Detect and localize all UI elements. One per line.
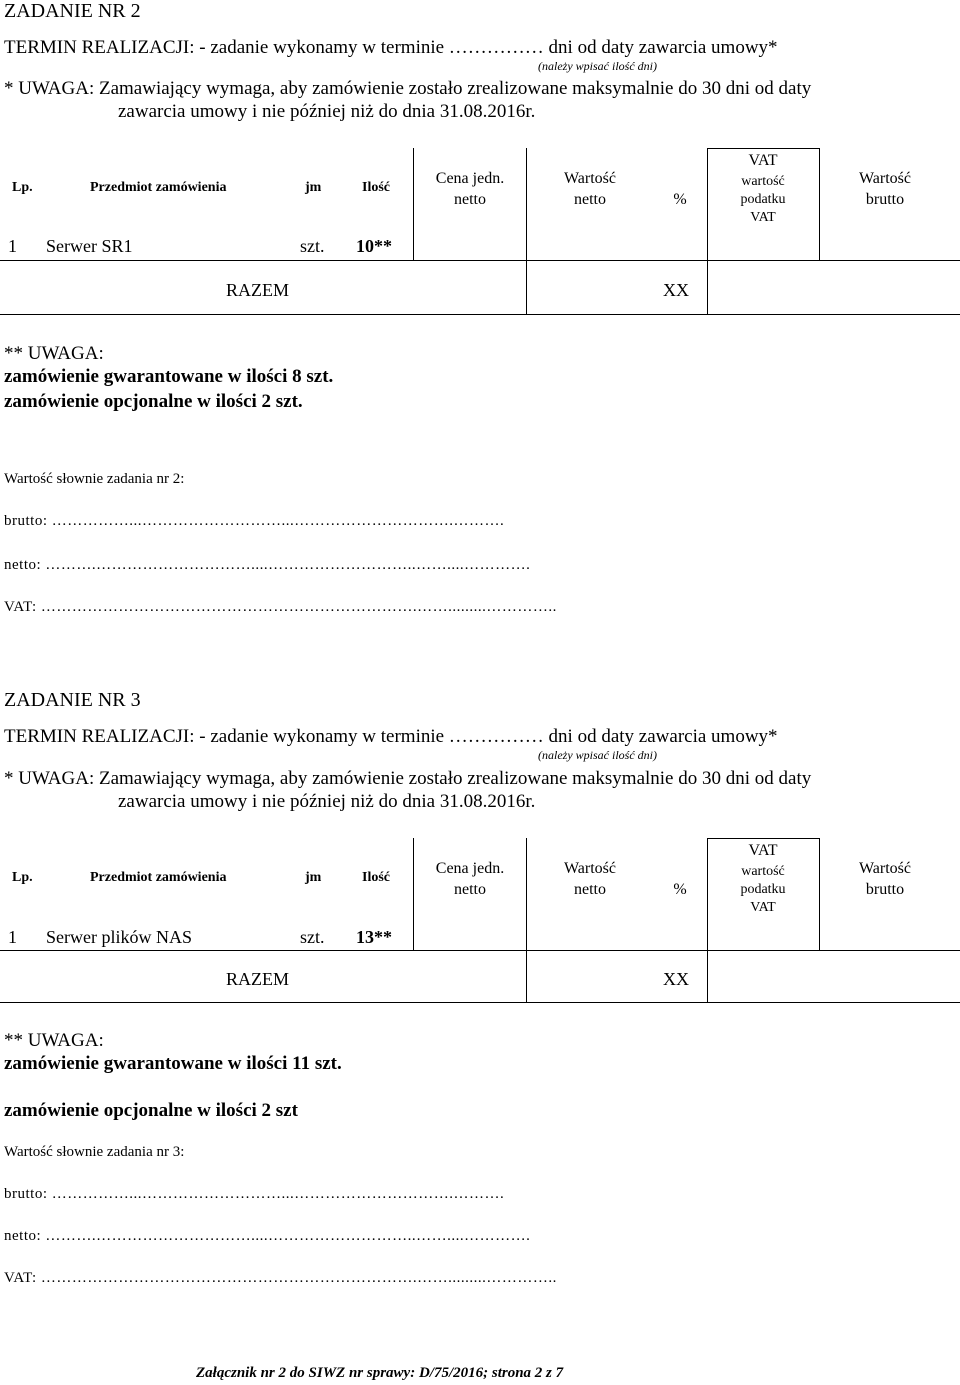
col-brutto-header-1: Wartość — [858, 860, 912, 877]
col-vat-val-header-2: podatku — [740, 882, 786, 897]
task2-netto-field: netto: ……….…………………………....………………………..……....…………. — [4, 557, 531, 573]
task2-title: ZADANIE NR 2 — [4, 0, 141, 22]
col-brutto-header-1: Wartość — [858, 170, 912, 187]
col-przedmiot-header: Przedmiot zamówienia — [90, 870, 227, 885]
col-przedmiot-header: Przedmiot zamówienia — [90, 180, 227, 195]
task2-vat-field: VAT: ……………………………………………………………….…….........………….. — [4, 599, 557, 615]
col-vat-group-header: VAT — [748, 842, 778, 859]
col-wartosc-netto-header-2: netto — [574, 191, 606, 208]
col-wartosc-netto-header-1: Wartość — [563, 860, 617, 877]
col-cena-header-1: Cena jedn. — [435, 170, 505, 187]
task3-netto-field: netto: ……….…………………………....………………………..……....…………. — [4, 1228, 531, 1244]
row-item: Serwer plików NAS — [46, 927, 192, 947]
task3-brutto-field: brutto: ……………...………………………...………………………….………. — [4, 1186, 505, 1202]
task2-uwaga2-line1: zamówienie gwarantowane w ilości 8 szt. — [4, 366, 334, 387]
page-footer: Załącznik nr 2 do SIWZ nr sprawy: D/75/2016; strona 2 z 7 — [196, 1365, 564, 1381]
task2-termin: TERMIN REALIZACJI: - zadanie wykonamy w terminie …………… dni od daty zawarcia umowy* — [4, 37, 778, 58]
col-vat-val-header-1: wartość — [741, 174, 785, 189]
col-vat-pct-header: % — [673, 881, 687, 898]
task3-uwaga2-line1: zamówienie gwarantowane w ilości 11 szt. — [4, 1053, 342, 1074]
razem-xx: XX — [663, 969, 689, 989]
col-ilosc-header: Ilość — [362, 180, 390, 195]
razem-label: RAZEM — [226, 969, 289, 989]
col-cena-header-1: Cena jedn. — [435, 860, 505, 877]
task3-termin-note: (należy wpisać ilość dni) — [538, 748, 657, 762]
col-vat-val-header-3: VAT — [750, 210, 776, 225]
task3-price-table — [0, 838, 960, 1006]
col-brutto-header-2: brutto — [865, 881, 905, 898]
razem-xx: XX — [663, 280, 689, 300]
task3-title: ZADANIE NR 3 — [4, 689, 141, 711]
col-wartosc-netto-header-1: Wartość — [563, 170, 617, 187]
row-lp: 1 — [8, 927, 17, 947]
task3-uwaga2-title: ** UWAGA: — [4, 1030, 104, 1051]
col-vat-val-header-2: podatku — [740, 192, 786, 207]
task2-uwaga-line1: * UWAGA: Zamawiający wymaga, aby zamówienie zostało zrealizowane maksymalnie do 30 dni od daty — [4, 78, 812, 99]
task2-uwaga-line2: zawarcia umowy i nie później niż do dnia 31.08.2016r. — [118, 101, 536, 122]
task3-termin: TERMIN REALIZACJI: - zadanie wykonamy w terminie …………… dni od daty zawarcia umowy* — [4, 726, 778, 747]
task2-uwaga2-title: ** UWAGA: — [4, 343, 104, 364]
col-jm-header: jm — [305, 870, 322, 885]
task3-slownie-label: Wartość słownie zadania nr 3: — [4, 1144, 185, 1160]
col-cena-header-2: netto — [454, 881, 486, 898]
razem-label: RAZEM — [226, 280, 289, 300]
task3-uwaga2-line2: zamówienie opcjonalne w ilości 2 szt — [4, 1100, 298, 1121]
col-jm-header: jm — [305, 180, 322, 195]
col-vat-group-header: VAT — [748, 152, 778, 169]
col-lp-header: Lp. — [12, 180, 33, 195]
row-lp: 1 — [8, 236, 17, 256]
row-item: Serwer SR1 — [46, 236, 133, 256]
row-jm: szt. — [300, 236, 325, 256]
col-vat-val-header-3: VAT — [750, 900, 776, 915]
col-ilosc-header: Ilość — [362, 870, 390, 885]
row-qty: 10** — [356, 236, 392, 256]
task2-price-table — [0, 148, 960, 316]
task2-uwaga2-line2: zamówienie opcjonalne w ilości 2 szt. — [4, 391, 303, 412]
task2-termin-note: (należy wpisać ilość dni) — [538, 59, 657, 73]
col-cena-header-2: netto — [454, 191, 486, 208]
row-qty: 13** — [356, 927, 392, 947]
col-lp-header: Lp. — [12, 870, 33, 885]
col-brutto-header-2: brutto — [865, 191, 905, 208]
col-vat-pct-header: % — [673, 191, 687, 208]
task3-uwaga-line2: zawarcia umowy i nie później niż do dnia 31.08.2016r. — [118, 791, 536, 812]
task2-brutto-field: brutto: ……………...………………………...………………………….………. — [4, 513, 505, 529]
col-vat-val-header-1: wartość — [741, 864, 785, 879]
task3-uwaga-line1: * UWAGA: Zamawiający wymaga, aby zamówienie zostało zrealizowane maksymalnie do 30 dni od daty — [4, 768, 812, 789]
task2-slownie-label: Wartość słownie zadania nr 2: — [4, 471, 185, 487]
row-jm: szt. — [300, 927, 325, 947]
task3-vat-field: VAT: ……………………………………………………………….…….........………….. — [4, 1270, 557, 1286]
col-wartosc-netto-header-2: netto — [574, 881, 606, 898]
